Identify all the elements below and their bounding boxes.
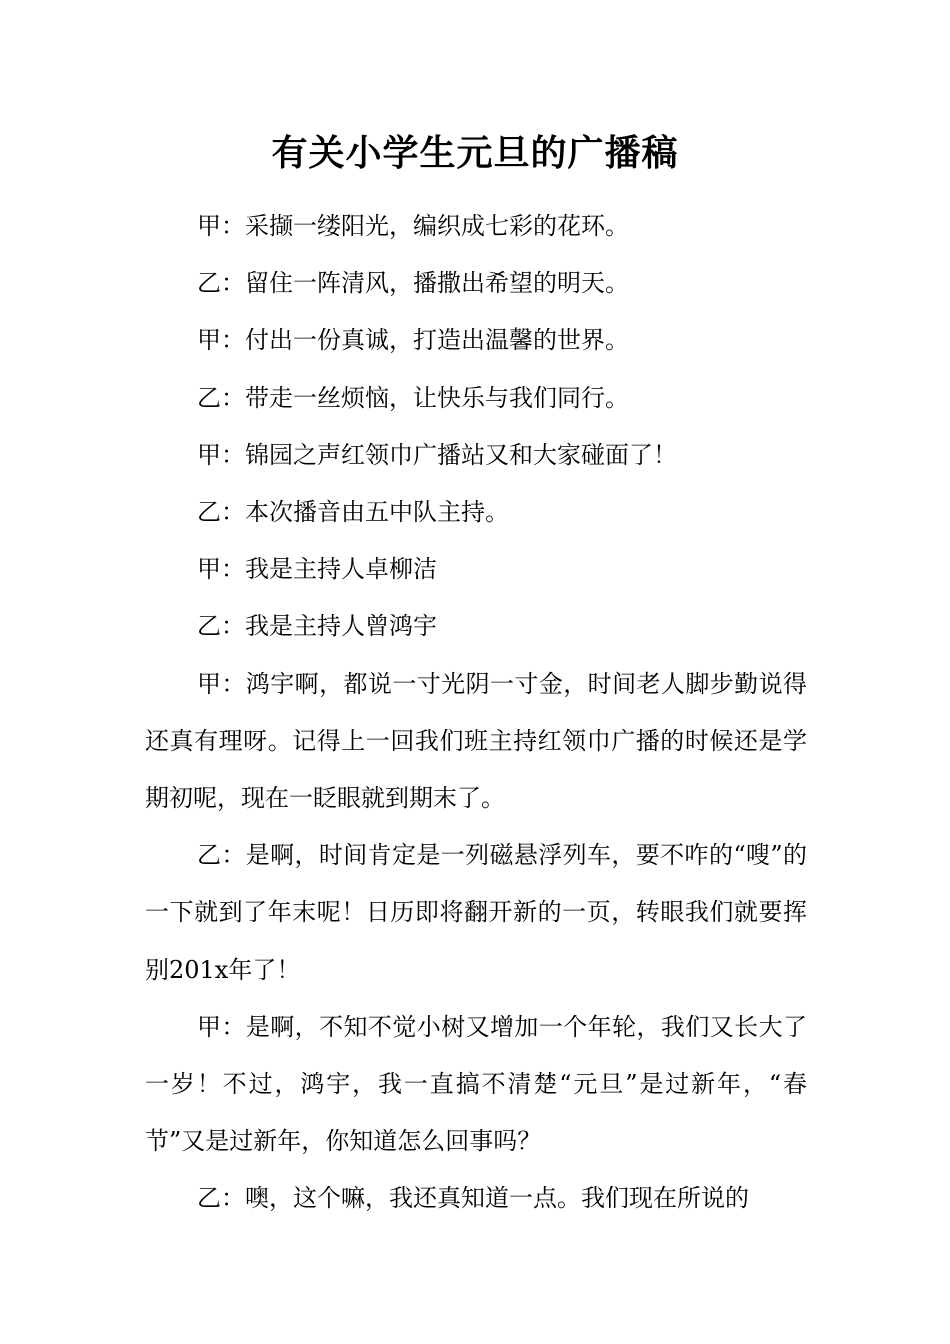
paragraph: 甲：采撷一缕阳光，编织成七彩的花环。 — [197, 212, 629, 240]
document-title: 有关小学生元旦的广播稿 — [271, 133, 679, 174]
paragraph: 甲：我是主持人卓柳洁 — [197, 555, 437, 584]
paragraph: 乙：是啊，时间肯定是一列磁悬浮列车，要不咋的“嗖”的一下就到了年末呢！日历即将翻开新的一页，转眼我们就要挥别201x年了！ — [145, 841, 807, 984]
paragraph: 乙：本次播音由五中队主持。 — [197, 498, 509, 527]
paragraph: 甲：是啊，不知不觉小树又增加一个年轮，我们又长大了一岁！不过，鸿宇，我一直搞不清楚“元旦”是过新年，“春节”又是过新年，你知道怎么回事吗？ — [145, 1012, 807, 1156]
paragraph: 乙：留住一阵清风，播撒出希望的明天。 — [197, 269, 629, 298]
paragraph: 乙：带走一丝烦恼，让快乐与我们同行。 — [197, 383, 629, 412]
paragraph: 甲：锦园之声红领巾广播站又和大家碰面了！ — [197, 440, 677, 469]
paragraph: 甲：付出一份真诚，打造出温馨的世界。 — [197, 326, 629, 355]
paragraph: 乙：噢，这个嘛，我还真知道一点。我们现在所说的 — [197, 1184, 749, 1213]
paragraph: 乙：我是主持人曾鸿宇 — [197, 612, 437, 641]
paragraph: 甲：鸿宇啊，都说一寸光阴一寸金，时间老人脚步勤说得还真有理呀。记得上一回我们班主持红领巾广播的时候还是学期初呢，现在一眨眼就到期末了。 — [145, 669, 807, 813]
document-body — [145, 198, 807, 1228]
